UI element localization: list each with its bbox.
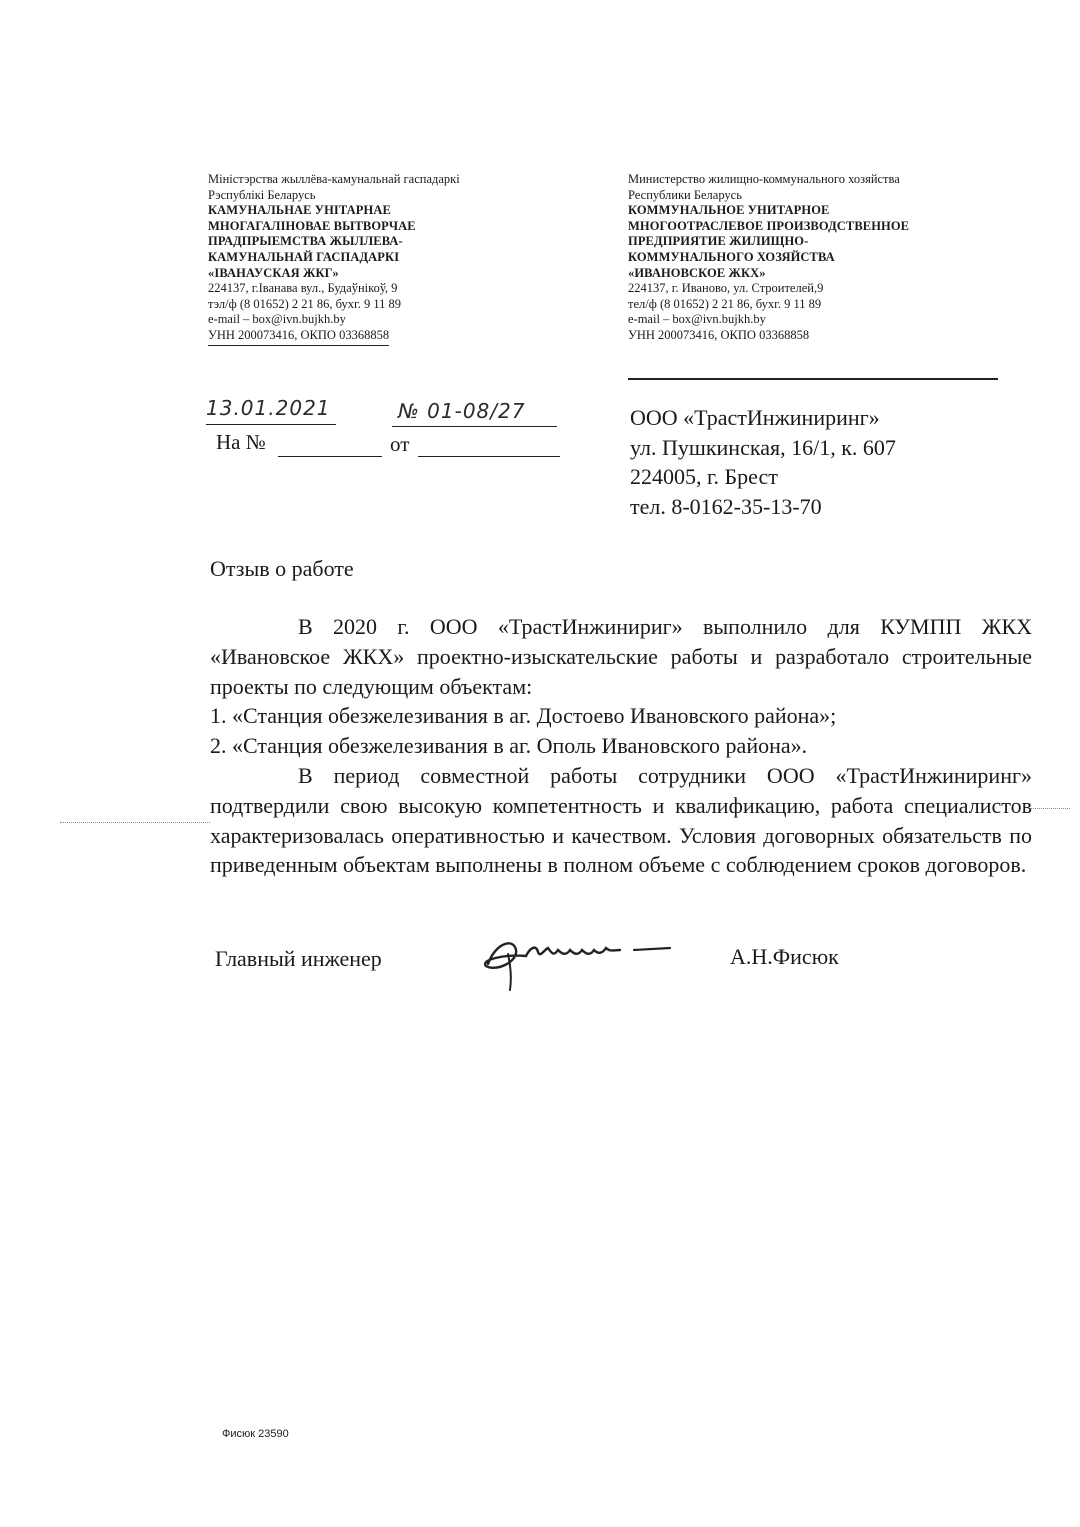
body-paragraph: В 2020 г. ООО «ТрастИнжинириг» выполнило для КУМПП ЖКХ «Ивановское ЖКХ» проектно-изыскательские работы и разработало строительные проекты по следующим объектам: — [210, 614, 1032, 699]
header-rule — [628, 378, 998, 380]
org-address: 224137, г. Иваново, ул. Строителей,9 — [628, 281, 824, 296]
org-line: ПРЕДПРИЯТИЕ ЖИЛИЩНО- — [628, 234, 809, 249]
ref-from-label: от — [390, 432, 410, 456]
body-paragraph: В период совместной работы сотрудники ООО «ТрастИнжиниринг» подтвердили свою высокую компетентность и квалификацию, работа специалистов характеризовалась оперативностью и качеством. Условия договорных обязательств по приведенным объектам выполнены в полном объеме с соблюдением сроков договоров. — [210, 762, 1032, 878]
signer-role: Главный инженер — [215, 946, 382, 971]
header-left — [208, 172, 558, 346]
scan-artifact-line — [60, 822, 210, 823]
handwritten-signature — [474, 920, 714, 1000]
addressee-phone: тел. 8-0162-35-13-70 — [630, 493, 822, 519]
org-line: КОММУНАЛЬНОЕ УНИТАРНОЕ — [628, 203, 830, 218]
republic-name: Рэспублікі Беларусь — [208, 187, 316, 202]
org-ids: УНН 200073416, ОКПО 03368858 — [208, 328, 389, 346]
org-line: «ИВАНОВСКОЕ ЖКХ» — [628, 265, 766, 280]
header-right — [628, 172, 1008, 344]
org-phone: тэл/ф (8 01652) 2 21 86, бухг. 9 11 89 — [208, 296, 402, 311]
org-email: e-mail – box@ivn.bujkh.by — [628, 312, 766, 327]
republic-name: Республики Беларусь — [628, 187, 742, 202]
org-line: МНОГАГАЛІНОВАЕ ВЫТВОРЧАЕ — [208, 218, 416, 233]
list-item: 1. «Станция обезжелезивания в аг. Достоево Ивановского района»; — [210, 703, 837, 729]
ref-number-blank — [278, 456, 382, 457]
ministry-name: Министерство жилищно-коммунального хозяйства — [628, 172, 900, 186]
addressee-company: ООО «ТрастИнжиниринг» — [630, 405, 880, 430]
list-item: 2. «Станция обезжелезивания в аг. Ополь Ивановского района». — [210, 733, 808, 759]
letter-body — [210, 612, 1032, 880]
org-line: КАМУНАЛЬНАЕ УНІТАРНАЕ — [208, 203, 391, 218]
addressee-street: ул. Пушкинская, 16/1, к. 607 — [630, 434, 896, 460]
org-line: КАМУНАЛЬНАЙ ГАСПАДАРКІ — [208, 249, 400, 264]
org-line: МНОГООТРАСЛЕВОЕ ПРОИЗВОДСТВЕННОЕ — [628, 218, 910, 233]
ref-date-blank — [418, 456, 560, 457]
handwritten-date: 13.01.2021 — [206, 396, 331, 420]
letter-subject: Отзыв о работе — [210, 556, 354, 581]
org-email: e-mail – box@ivn.bujkh.by — [208, 312, 346, 327]
org-ids: УНН 200073416, ОКПО 03368858 — [628, 327, 810, 342]
signer-name: А.Н.Фисюк — [730, 944, 839, 969]
org-line: ПРАДПРЫЕМСТВА ЖЫЛЛЕВА- — [208, 234, 403, 249]
org-address: 224137, г.Іванава вул., Будаўнікоў, 9 — [208, 281, 398, 296]
number-underline — [392, 426, 557, 427]
addressee-city: 224005, г. Брест — [630, 464, 778, 489]
ref-number-label: На № — [216, 430, 266, 454]
executor-footer: Фисюк 23590 — [222, 1428, 289, 1440]
org-line: «ІВАНАУСКАЯ ЖКГ» — [208, 265, 339, 280]
handwritten-number: № 01-08/27 — [398, 399, 526, 423]
ministry-name: Міністэрства жыллёва-камунальнай гаспадаркі — [208, 172, 460, 186]
date-underline — [206, 424, 336, 425]
org-phone: тел/ф (8 01652) 2 21 86, бухг. 9 11 89 — [628, 296, 822, 311]
scan-artifact-line — [1030, 808, 1070, 809]
org-line: КОММУНАЛЬНОГО ХОЗЯЙСТВА — [628, 249, 835, 264]
addressee-block — [630, 403, 896, 521]
